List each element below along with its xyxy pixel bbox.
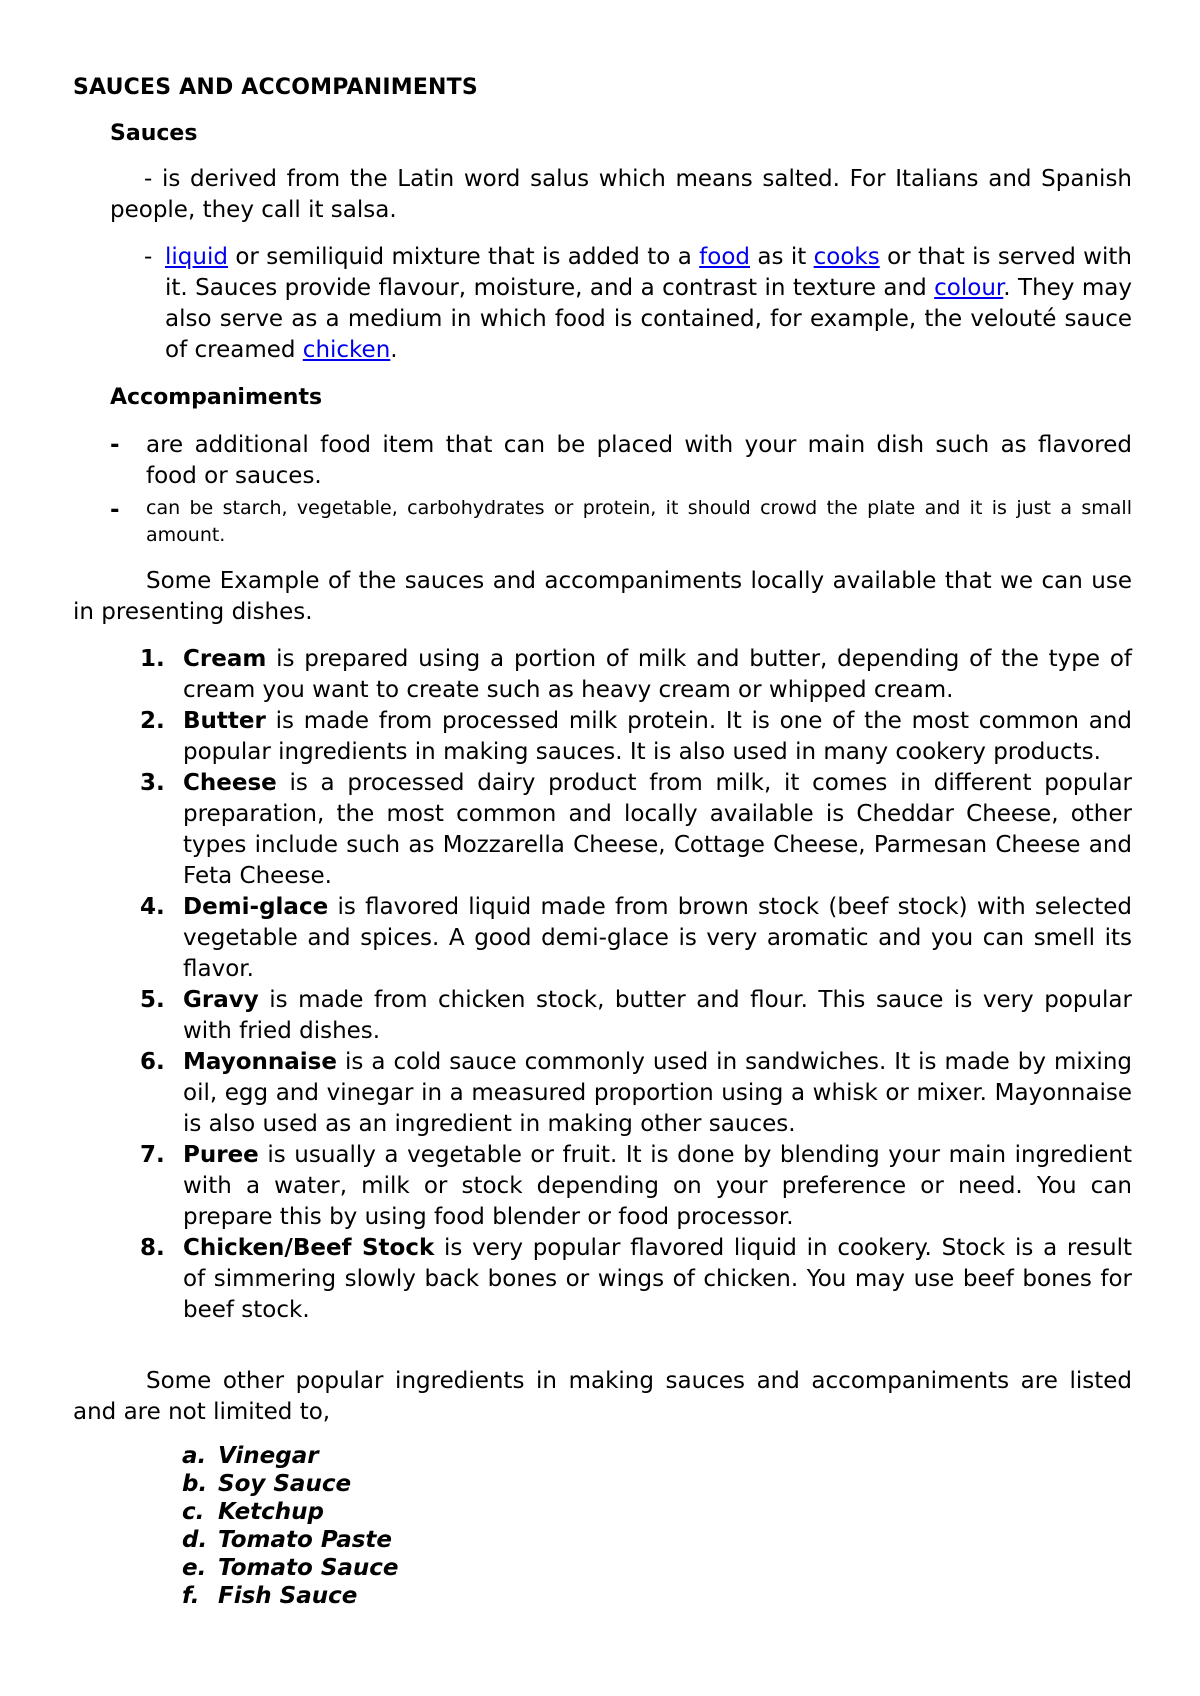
list-number: 1. xyxy=(140,646,165,672)
accompaniments-heading: Accompaniments xyxy=(110,385,323,410)
accompaniments-bullet: can be starch, vegetable, carbohydrates or protein, it should crowd the plate and it is just a small amount. xyxy=(146,497,1132,546)
list-item xyxy=(182,1582,399,1610)
item-name: Mayonnaise xyxy=(183,1049,337,1075)
list-item xyxy=(140,1233,1132,1326)
list-item xyxy=(182,1442,399,1470)
ingredient-name: Tomato Paste xyxy=(218,1527,393,1553)
list-item xyxy=(182,1498,399,1526)
list-letter: a. xyxy=(182,1443,207,1469)
ingredient-name: Soy Sauce xyxy=(218,1471,352,1497)
list-item-text xyxy=(183,892,1132,985)
ingredient-name: Ketchup xyxy=(218,1499,325,1525)
list-number: 4. xyxy=(140,894,165,920)
list-number: 3. xyxy=(140,770,165,796)
link-cooks[interactable]: cooks xyxy=(813,244,880,270)
list-item-text xyxy=(183,768,1132,892)
list-item xyxy=(182,1526,399,1554)
item-name: Chicken/Beef Stock xyxy=(183,1235,435,1261)
list-number: 8. xyxy=(140,1235,165,1261)
list-item xyxy=(140,985,1132,1047)
list-item-text xyxy=(183,1233,1132,1326)
list-number: 5. xyxy=(140,987,165,1013)
text-segment: or semiliquid mixture that is added to a xyxy=(227,244,700,270)
item-name: Gravy xyxy=(183,987,259,1013)
list-item-text xyxy=(183,985,1132,1047)
ingredient-name: Fish Sauce xyxy=(218,1583,358,1609)
item-name: Butter xyxy=(183,708,266,734)
link-food[interactable]: food xyxy=(699,244,751,270)
item-description: is usually a vegetable or fruit. It is done by blending your main ingredient with a water, milk or stock depending on your preference or need. You can prepare this by using food blender or food processor. xyxy=(183,1142,1132,1230)
text-segment: . xyxy=(390,337,398,363)
link-chicken[interactable]: chicken xyxy=(302,337,391,363)
item-description: is made from processed milk protein. It is one of the most common and popular ingredients in making sauces. It is also used in many cookery products. xyxy=(183,708,1132,765)
sauces-heading: Sauces xyxy=(110,121,198,146)
list-item xyxy=(140,1047,1132,1140)
list-number: 7. xyxy=(140,1142,165,1168)
item-description: is prepared using a portion of milk and butter, depending of the type of cream you want to create such as heavy cream or whipped cream. xyxy=(183,646,1132,703)
accompaniments-bullet-dash: - xyxy=(110,497,120,523)
item-name: Cream xyxy=(183,646,267,672)
list-item xyxy=(140,768,1132,892)
list-item xyxy=(140,706,1132,768)
item-description: is a cold sauce commonly used in sandwiches. It is made by mixing oil, egg and vinegar in a measured proportion using a whisk or mixer. Mayonnaise is also used as an ingredient in making other sauces. xyxy=(183,1049,1132,1137)
list-number: 2. xyxy=(140,708,165,734)
list-item xyxy=(182,1470,399,1498)
list-item xyxy=(140,644,1132,706)
other-ingredients-paragraph: Some other popular ingredients in making sauces and accompaniments are listed and are not limited to, xyxy=(73,1368,1132,1425)
sauces-dash: - xyxy=(144,244,153,270)
examples-intro-paragraph: Some Example of the sauces and accompaniments locally available that we can use in presenting dishes. xyxy=(73,568,1132,625)
accompaniments-bullet: are additional food item that can be placed with your main dish such as flavored food or sauces. xyxy=(146,432,1132,489)
ingredients-list xyxy=(182,1442,399,1610)
sauces-definition-paragraph: - is derived from the Latin word salus which means salted. For Italians and Spanish people, they call it salsa. xyxy=(110,166,1132,223)
list-number: 6. xyxy=(140,1049,165,1075)
list-letter: d. xyxy=(182,1527,208,1553)
item-description: is very popular flavored liquid in cookery. Stock is a result of simmering slowly back bones or wings of chicken. You may use beef bones for beef stock. xyxy=(183,1235,1133,1323)
list-letter: e. xyxy=(182,1555,207,1581)
list-item-text xyxy=(183,644,1132,706)
list-item xyxy=(182,1554,399,1582)
link-liquid[interactable]: liquid xyxy=(165,244,228,270)
item-name: Demi-glace xyxy=(183,894,329,920)
text-segment: or that is served with it. Sauces provide flavour, moisture, and a contrast in texture and xyxy=(165,244,1132,301)
text-segment: as it xyxy=(750,244,814,270)
list-item-text xyxy=(183,1047,1132,1140)
list-item xyxy=(140,892,1132,985)
item-description: is flavored liquid made from brown stock (beef stock) with selected vegetable and spices. A good demi-glace is very aromatic and you can smell its flavor. xyxy=(183,894,1132,982)
item-name: Cheese xyxy=(183,770,277,796)
list-letter: b. xyxy=(182,1471,208,1497)
sauces-liquid-paragraph xyxy=(165,242,1132,366)
sauces-numbered-list xyxy=(140,644,1132,1326)
list-letter: c. xyxy=(182,1499,205,1525)
item-description: is made from chicken stock, butter and flour. This sauce is very popular with fried dishes. xyxy=(183,987,1132,1044)
list-item xyxy=(140,1140,1132,1233)
list-item-text xyxy=(183,1140,1132,1233)
page-title: SAUCES AND ACCOMPANIMENTS xyxy=(73,75,478,100)
ingredient-name: Tomato Sauce xyxy=(218,1555,399,1581)
ingredient-name: Vinegar xyxy=(218,1443,319,1469)
list-item-text xyxy=(183,706,1132,768)
item-name: Puree xyxy=(183,1142,259,1168)
list-letter: f. xyxy=(182,1583,200,1609)
item-description: is a processed dairy product from milk, it comes in different popular preparation, the most common and locally available is Cheddar Cheese, other types include such as Mozzarella Cheese, Cottage Cheese, Parmesan Cheese and Feta Cheese. xyxy=(183,770,1132,889)
link-colour[interactable]: colour xyxy=(934,275,1004,301)
text-segment: . They may also serve as a medium in which food is contained, for example, the velouté sauce of creamed xyxy=(165,275,1132,363)
accompaniments-bullet-dash: - xyxy=(110,432,120,458)
